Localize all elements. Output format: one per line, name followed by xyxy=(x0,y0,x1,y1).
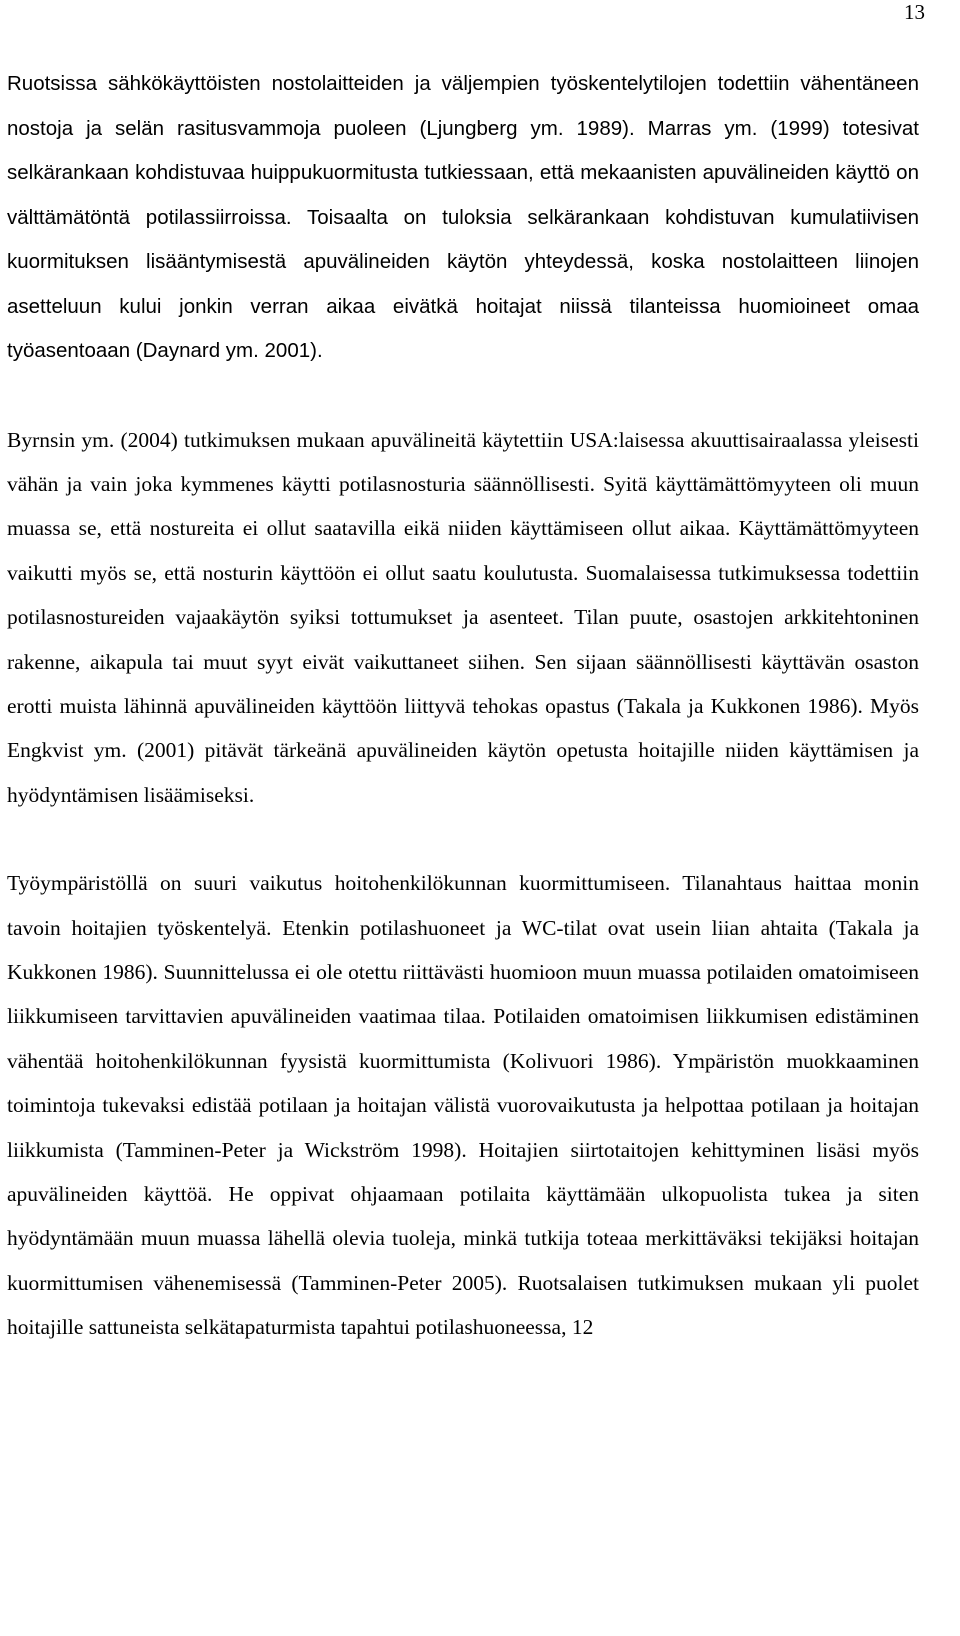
paragraph-lifting-devices: Ruotsissa sähkökäyttöisten nostolaitteiden ja väljempien työskentelytilojen todettiin vähentäneen nostoja ja selän rasitusvammoja puoleen (Ljungberg ym. 1989). Marras ym. (1999) totesivat selkärankaan kohdistuvaa huippukuormitusta tutkiessaan, että mekaanisten apuvälineiden käyttö on välttämätöntä potilassiirroissa. Toisaalta on tuloksia selkärankaan kohdistuvan kumulatiivisen kuormituksen lisääntymisestä apuvälineiden käytön yhteydessä, koska nostolaitteen liinojen asetteluun kului jonkin verran aikaa eivätkä hoitajat niissä tilanteissa huomioineet omaa työasentoaan (Daynard ym. 2001). xyxy=(7,72,919,362)
paragraph-device-usage: Byrnsin ym. (2004) tutkimuksen mukaan apuvälineitä käytettiin USA:laisessa akuuttisairaalassa yleisesti vähän ja vain joka kymmenes käytti potilasnosturia säännöllisesti. Syitä käyttämättömyyteen oli muun muassa se, että nostureita ei ollut saatavilla eikä niiden käyttämiseen ollut aikaa. Käyttämättömyyteen vaikutti myös se, että nosturin käyttöön ei ollut saatu koulutusta. Suomalaisessa tutkimuksessa todettiin potilasnostureiden vajaakäytön syiksi tottumukset ja asenteet. Tilan puute, osastojen arkkitehtoninen rakenne, aikapula tai muut syyt eivät vaikuttaneet siihen. Sen sijaan säännöllisesti käyttävän osaston erotti muista lähinnä apuvälineiden käyttöön liittyvä tehokas opastus (Takala ja Kukkonen 1986). Myös Engkvist ym. (2001) pitävät tärkeänä apuvälineiden käytön opetusta hoitajille niiden käyttämisen ja hyödyntämisen lisäämiseksi. xyxy=(7,427,919,807)
page-number: 13 xyxy=(904,0,925,24)
paragraph-work-environment: Työympäristöllä on suuri vaikutus hoitohenkilökunnan kuormittumiseen. Tilanahtaus haittaa monin tavoin hoitajien työskentelyä. Etenkin potilashuoneet ja WC-tilat ovat usein liian ahtaita (Takala ja Kukkonen 1986). Suunnittelussa ei ole otettu riittävästi huomioon muun muassa potilaiden omatoimiseen liikkumiseen tarvittavien apuvälineiden vaatimaa tilaa. Potilaiden omatoimisen liikkumisen edistäminen vähentää hoitohenkilökunnan fyysistä kuormittumista (Kolivuori 1986). Ympäristön muokkaaminen toimintoja tukevaksi edistää potilaan ja hoitajan välistä vuorovaikutusta ja helpottaa potilaan ja hoitajan liikkumista (Tamminen-Peter ja Wickström 1998). Hoitajien siirtotaitojen kehittyminen lisäsi myös apuvälineiden käyttöä. He oppivat ohjaamaan potilaita käyttämään ulkopuolista tukea ja siten hyödyntämään muun muassa lähellä olevia tuoleja, minkä tutkija toteaa merkittäväksi tekijäksi hoitajan kuormittumisen vähenemisessä (Tamminen-Peter 2005). Ruotsalaisen tutkimuksen mukaan yli puolet hoitajille sattuneista selkätapaturmista tapahtui potilashuoneessa, 12 xyxy=(7,871,919,1340)
document-body xyxy=(7,62,919,1350)
